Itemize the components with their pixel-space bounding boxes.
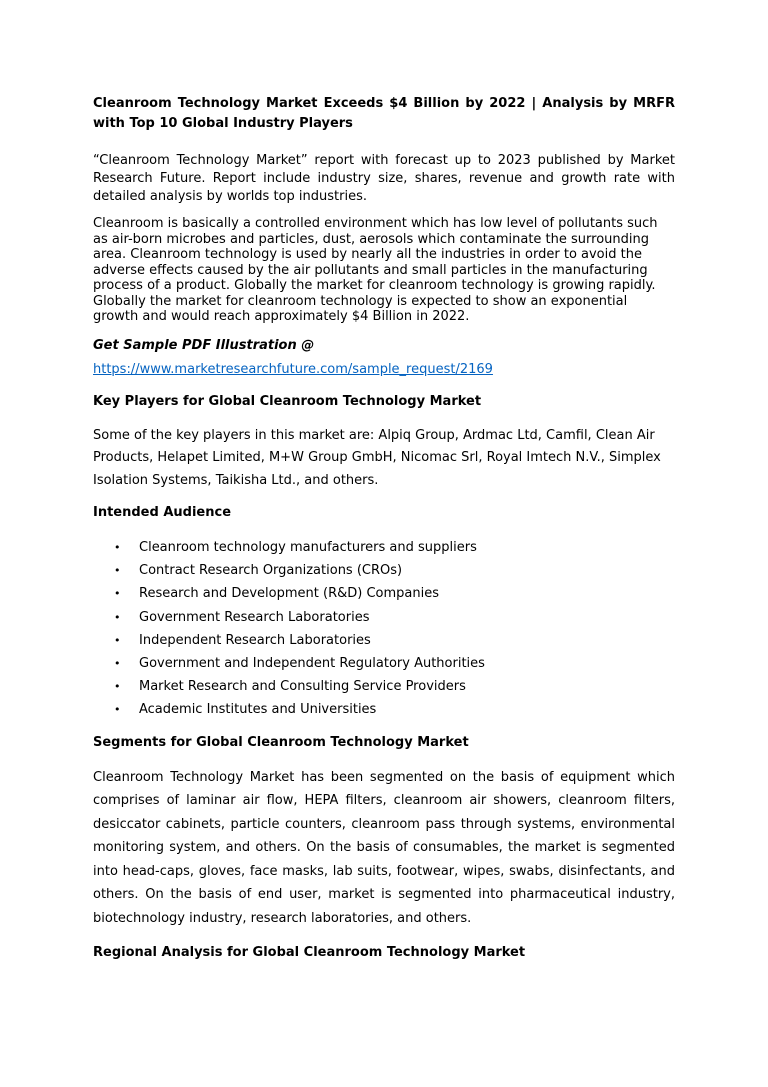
intended-audience-heading: Intended Audience — [93, 505, 232, 520]
list-item-text: Government Research Laboratories — [139, 609, 370, 625]
bullet-icon: • — [114, 587, 121, 601]
list-item — [93, 559, 675, 582]
segments-heading: Segments for Global Cleanroom Technology Market — [93, 734, 469, 750]
list-item-text: Market Research and Consulting Service Providers — [139, 679, 466, 695]
key-players-heading: Key Players for Global Cleanroom Technology Market — [93, 393, 482, 409]
list-item-text: Government and Independent Regulatory Authorities — [139, 656, 485, 672]
description-paragraph: Cleanroom is basically a controlled environment which has low level of pollutants such as air-born microbes and particles, dust, aerosols which contaminate the surrounding area. Cleanroom technology is used by nearly all the industries in order to avoid the adverse effects caused by the air pollutants and small particles in the manufacturing process of a product. Globally the market for cleanroom technology is growing rapidly. Globally the market for cleanroom technology is expected to show an exponential growth and would reach approximately $4 Billion in 2022. — [93, 216, 658, 324]
list-item — [93, 629, 675, 652]
list-item — [93, 652, 675, 675]
list-item — [93, 675, 675, 698]
key-players-paragraph: Some of the key players in this market are: Alpiq Group, Ardmac Ltd, Camfil, Clean Air Products, Helapet Limited, M+W Group GmbH, Nicomac Srl, Royal Imtech N.V., Simplex Isolation Systems, Taikisha Ltd., and others. — [93, 427, 661, 488]
bullet-icon: • — [114, 633, 121, 647]
bullet-icon: • — [114, 541, 121, 554]
intended-audience-list — [93, 536, 675, 722]
list-item-text: Academic Institutes and Universities — [139, 702, 377, 718]
sample-request-link[interactable]: https://www.marketresearchfuture.com/sample_request/2169 — [93, 361, 493, 377]
list-item-text: Independent Research Laboratories — [139, 632, 371, 648]
regional-analysis-heading: Regional Analysis for Global Cleanroom Technology Market — [93, 945, 526, 961]
segments-paragraph: Cleanroom Technology Market has been segmented on the basis of equipment which comprises of laminar air flow, HEPA filters, cleanroom air showers, cleanroom filters, desiccator cabinets, particle counters, cleanroom pass through systems, environmental monitoring system, and others. On the basis of consumables, the market is segmented into head-caps, gloves, face masks, lab suits, footwear, wipes, swabs, disinfectants, and others. On the basis of end user, market is segmented into pharmaceutical industry, biotechnology industry, research laboratories, and others. — [93, 769, 675, 926]
list-item — [93, 536, 675, 559]
document-body — [93, 94, 675, 976]
list-item-text: Research and Development (R&D) Companies — [139, 586, 439, 602]
list-item — [93, 582, 675, 605]
bullet-icon: • — [114, 703, 121, 717]
bullet-icon: • — [114, 657, 121, 671]
document-title: Cleanroom Technology Market Exceeds $4 Billion by 2022 | Analysis by MRFR with Top 10 Global Industry Players — [93, 96, 675, 131]
list-item — [93, 606, 675, 629]
list-item-text: Cleanroom technology manufacturers and suppliers — [139, 540, 477, 555]
list-item-text: Contract Research Organizations (CROs) — [139, 563, 403, 579]
bullet-icon: • — [114, 610, 121, 624]
bullet-icon: • — [114, 564, 121, 578]
bullet-icon: • — [114, 680, 121, 694]
sample-pdf-label: Get Sample PDF Illustration @ — [93, 337, 315, 353]
list-item — [93, 698, 675, 721]
intro-paragraph: “Cleanroom Technology Market” report with forecast up to 2023 published by Market Research Future. Report include industry size, shares, revenue and growth rate with detailed analysis by worlds top industries. — [93, 153, 675, 204]
